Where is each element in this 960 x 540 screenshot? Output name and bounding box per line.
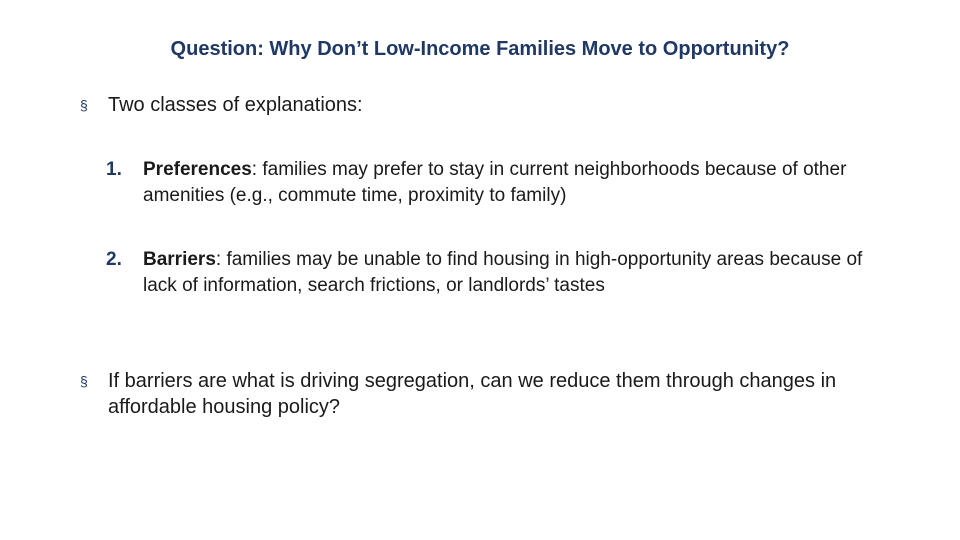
item-number: 2. [106, 249, 122, 270]
item-term: Barriers [143, 249, 216, 270]
bullet-item [80, 92, 880, 118]
item-body [143, 157, 886, 209]
square-bullet-icon: § [80, 373, 88, 389]
slide-title: Question: Why Don’t Low-Income Families Move to Opportunity? [170, 38, 790, 60]
numbered-item-barriers [106, 247, 886, 299]
numbered-item-preferences [106, 157, 886, 209]
item-description: : families may prefer to stay in current neighborhoods because of other amenities (e.g., commute time, proximity to family) [143, 159, 847, 206]
bullet-text: Two classes of explanations: [108, 94, 363, 116]
item-term: Preferences [143, 159, 252, 180]
square-bullet-icon: § [80, 97, 88, 113]
item-body [143, 247, 886, 299]
item-description: : families may be unable to find housing in high-opportunity areas because of lack of information, search frictions, or landlords’ tastes [143, 249, 863, 296]
bullet-item [80, 368, 880, 420]
item-number: 1. [106, 159, 122, 180]
bullet-text: If barriers are what is driving segregation, can we reduce them through changes in affordable housing policy? [108, 370, 837, 418]
